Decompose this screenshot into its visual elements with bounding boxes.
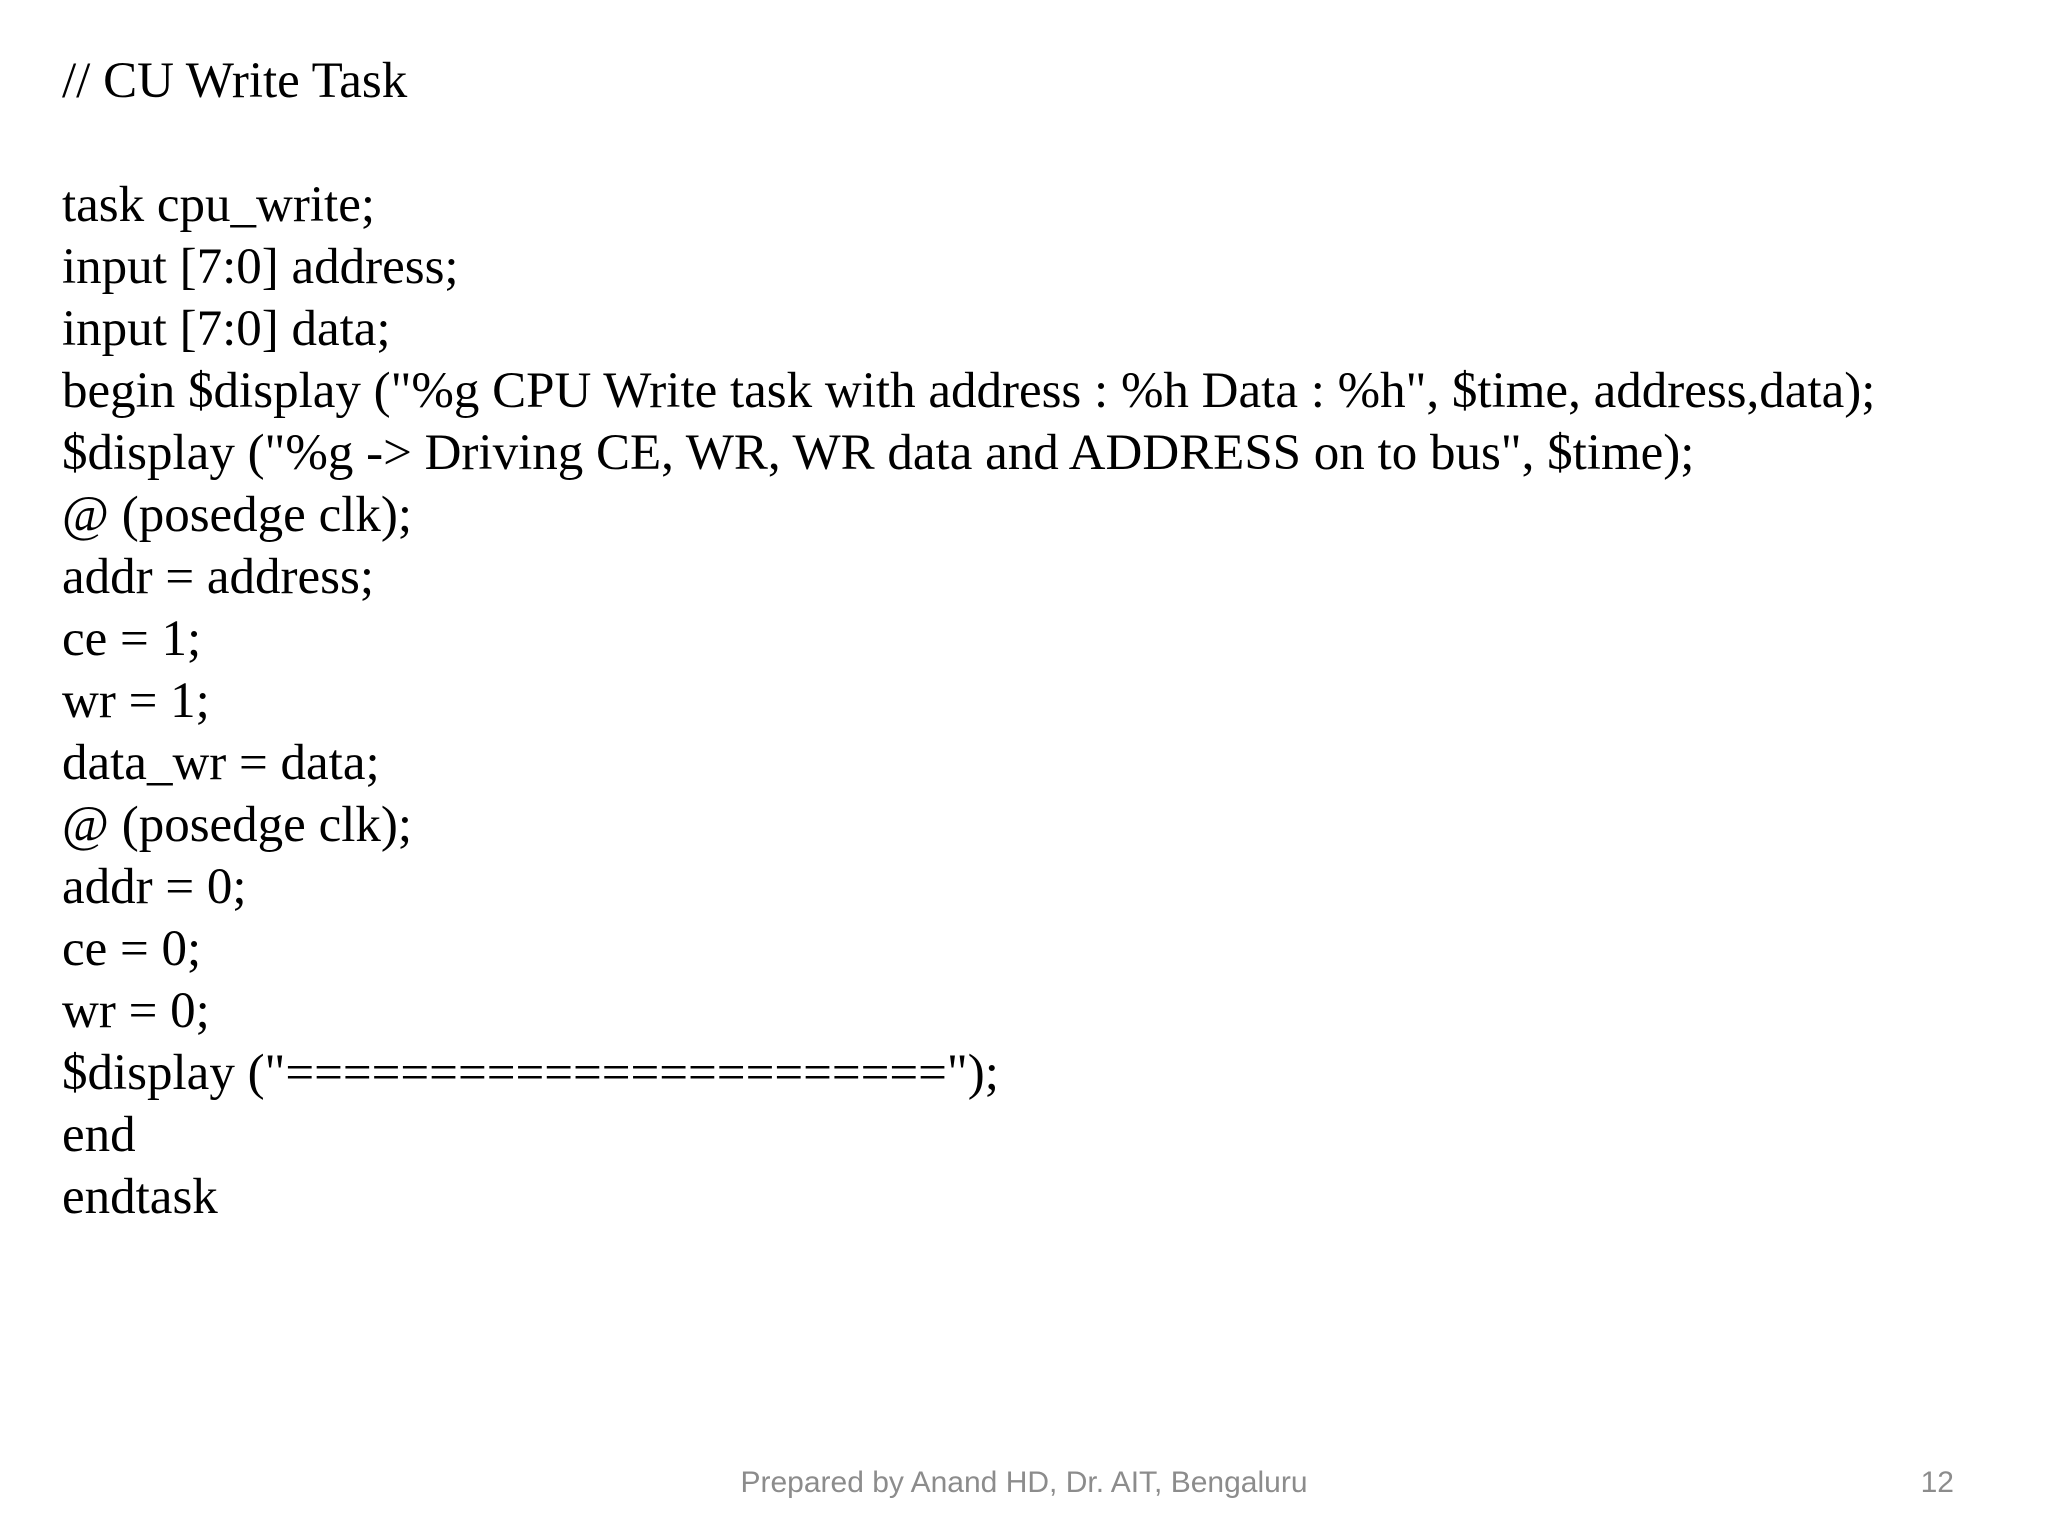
- code-line: task cpu_write;: [62, 177, 375, 233]
- code-line: wr = 0;: [62, 983, 210, 1039]
- code-block: [62, 50, 2022, 1228]
- code-line: endtask: [62, 1169, 218, 1225]
- slide-footer: Prepared by Anand HD, Dr. AIT, Bengaluru: [740, 1466, 1308, 1499]
- code-line: @ (posedge clk);: [62, 797, 413, 853]
- code-line: wr = 1;: [62, 673, 210, 729]
- code-line: input [7:0] address;: [62, 239, 459, 295]
- code-line: end: [62, 1107, 136, 1163]
- code-line: $display ("=======================");: [62, 1045, 999, 1101]
- code-line: addr = 0;: [62, 859, 247, 915]
- code-line: @ (posedge clk);: [62, 487, 413, 543]
- code-comment: // CU Write Task: [62, 53, 408, 109]
- code-line: addr = address;: [62, 549, 375, 605]
- code-line: begin $display ("%g CPU Write task with address : %h Data : %h", $time, address,data);: [62, 363, 1876, 419]
- code-line: data_wr = data;: [62, 735, 380, 791]
- code-line: ce = 0;: [62, 921, 202, 977]
- code-line: ce = 1;: [62, 611, 202, 667]
- page-number: 12: [1920, 1466, 1954, 1499]
- code-blank-line: [62, 112, 2022, 174]
- code-line: $display ("%g -> Driving CE, WR, WR data and ADDRESS on to bus", $time);: [62, 425, 1695, 481]
- code-line: input [7:0] data;: [62, 301, 391, 357]
